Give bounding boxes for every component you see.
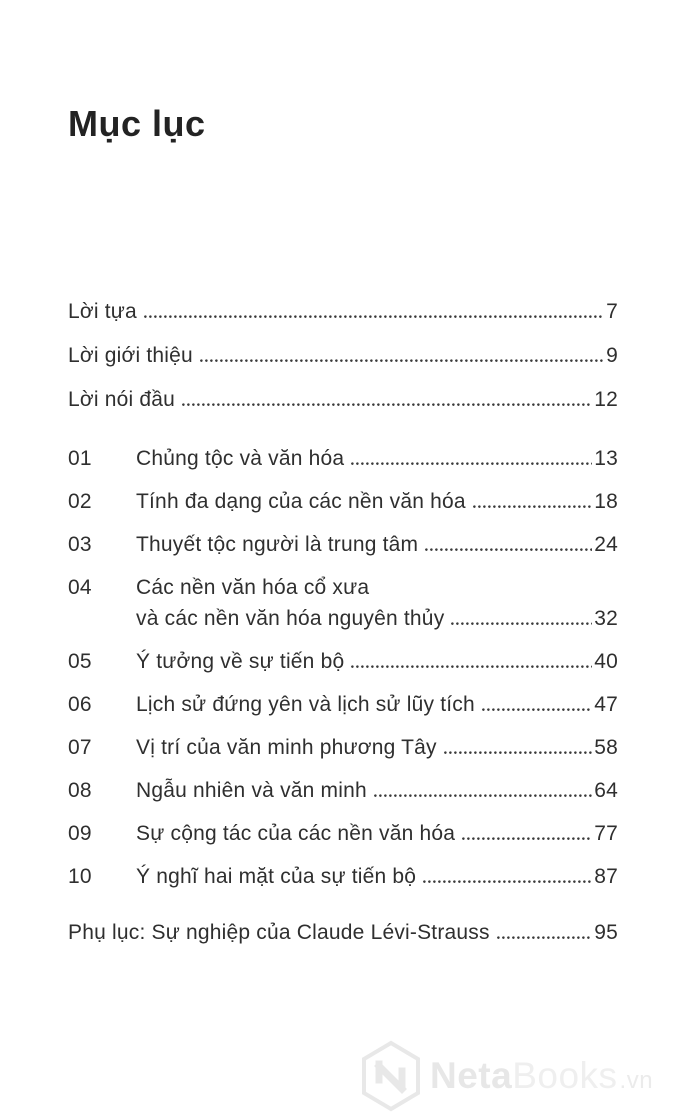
- chapter-entry: [68, 735, 618, 760]
- chapter-title: Vị trí của văn minh phương Tây: [136, 736, 437, 759]
- chapter-entry: [68, 821, 618, 846]
- chapter-number: 02: [68, 490, 92, 513]
- front-matter-entry: [68, 387, 618, 412]
- chapter-title: và các nền văn hóa nguyên thủy: [136, 607, 445, 630]
- chapter-title: Sự cộng tác của các nền văn hóa: [136, 822, 456, 845]
- chapter-number: 07: [68, 736, 92, 759]
- dot-leader: [351, 665, 592, 668]
- entry-label: Lời nói đầu: [68, 388, 176, 411]
- chapter-number: 09: [68, 822, 92, 845]
- chapter-number: 08: [68, 779, 92, 802]
- section-gap: [68, 431, 618, 446]
- chapter-entry: [68, 606, 618, 631]
- dot-leader: [451, 622, 592, 625]
- dot-leader: [473, 505, 592, 508]
- chapter-entry: [68, 489, 618, 514]
- chapter-title: Lịch sử đứng yên và lịch sử lũy tích: [136, 693, 475, 716]
- front-matter-entry: [68, 299, 618, 324]
- appendix-label: Phụ lục: Sự nghiệp của Claude Lévi-Strauss: [68, 921, 490, 944]
- chapter-title: Ý tưởng về sự tiến bộ: [136, 650, 345, 673]
- chapter-entry: [68, 778, 618, 803]
- page-number: 95: [594, 921, 618, 944]
- table-of-contents: [68, 299, 618, 963]
- entry-label: Lời tựa: [68, 300, 137, 323]
- watermark-brand-light: Books: [512, 1055, 618, 1096]
- section-gap: [68, 907, 618, 920]
- page-number: 58: [594, 736, 618, 759]
- page-title: Mục lục: [68, 103, 206, 144]
- chapter-list: [68, 446, 618, 889]
- chapter-title: Các nền văn hóa cổ xưa: [136, 576, 370, 599]
- chapter-entry: [68, 692, 618, 717]
- front-matter-entry: [68, 343, 618, 368]
- page-number: 18: [594, 490, 618, 513]
- chapter-number: 05: [68, 650, 92, 673]
- dot-leader: [425, 548, 592, 551]
- page-number: 77: [594, 822, 618, 845]
- chapter-title: Tính đa dạng của các nền văn hóa: [136, 490, 466, 513]
- dot-leader: [497, 936, 593, 939]
- dot-leader: [200, 359, 604, 362]
- chapter-number: 03: [68, 533, 92, 556]
- dot-leader: [144, 315, 604, 318]
- chapter-entry: [68, 649, 618, 674]
- chapter-entry: [68, 532, 618, 557]
- page-number: 12: [594, 388, 618, 411]
- page-number: 7: [606, 300, 618, 323]
- chapter-number: 06: [68, 693, 92, 716]
- chapter-number: 10: [68, 865, 92, 888]
- chapter-title: Ngẫu nhiên và văn minh: [136, 779, 367, 802]
- chapter-title: Thuyết tộc người là trung tâm: [136, 533, 419, 556]
- watermark-brand-bold: Neta: [430, 1055, 513, 1096]
- page-number: 64: [594, 779, 618, 802]
- dot-leader: [374, 794, 592, 797]
- entry-label: Lời giới thiệu: [68, 344, 193, 367]
- page-number: 13: [594, 447, 618, 470]
- appendix-entry: [68, 920, 618, 945]
- chapter-number: 04: [68, 576, 92, 599]
- dot-leader: [423, 880, 592, 883]
- chapter-title: Chủng tộc và văn hóa: [136, 447, 345, 470]
- chapter-title: Ý nghĩ hai mặt của sự tiến bộ: [136, 865, 417, 888]
- page-number: 40: [594, 650, 618, 673]
- watermark-tld: .vn: [619, 1067, 654, 1094]
- chapter-entry: [68, 575, 618, 600]
- front-matter-list: [68, 299, 618, 412]
- dot-leader: [182, 403, 592, 406]
- chapter-entry: [68, 864, 618, 889]
- page-number: 32: [594, 607, 618, 630]
- page-number: 9: [606, 344, 618, 367]
- page-number: 87: [594, 865, 618, 888]
- chapter-entry: [68, 446, 618, 471]
- chapter-number: 01: [68, 447, 92, 470]
- netabooks-hexagon-n-icon: [359, 1040, 423, 1112]
- dot-leader: [444, 751, 592, 754]
- dot-leader: [351, 462, 592, 465]
- page-number: 47: [594, 693, 618, 716]
- watermark-text: [430, 1055, 653, 1097]
- page-number: 24: [594, 533, 618, 556]
- dot-leader: [462, 837, 592, 840]
- netabooks-watermark: [359, 1039, 653, 1113]
- dot-leader: [482, 708, 592, 711]
